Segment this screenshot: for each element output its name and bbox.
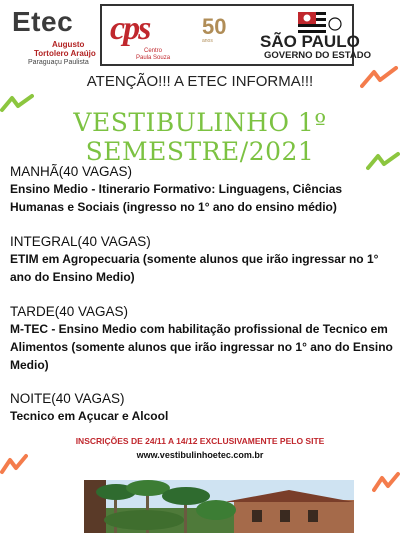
section-vagas: (40 VAGAS) — [58, 164, 133, 179]
section-description: Ensino Medio - Itinerario Formativo: Linguagens, Ciências Humanas e Sociais (ingresso no 1° ano do ensino médio) — [10, 182, 343, 214]
section-vagas: (40 VAGAS) — [54, 304, 129, 319]
cps-anniversary-number: 50 — [202, 14, 227, 39]
cps-logo-mark: cps — [110, 10, 150, 47]
orange-zigzag-decoration-bottom-right — [372, 470, 400, 494]
section-vagas: (40 VAGAS) — [77, 234, 151, 249]
section-description: Tecnico em Açucar e Alcool — [10, 409, 169, 423]
cps-logo-subtitle — [136, 48, 170, 62]
section-description: M-TEC - Ensino Medio com habilitação profissional de Tecnico em Alimentos (somente alunos que irão ingressar no 1° ano do Ensino Medio) — [10, 322, 393, 372]
etec-logo-line2: Tortolero Araújo — [34, 49, 96, 58]
section-period: NOITE — [10, 391, 52, 406]
cps-logo-sub2: Paula Souza — [136, 55, 171, 61]
section-heading — [10, 233, 394, 250]
section-manha — [10, 163, 394, 216]
sp-logo-subtitle: GOVERNO DO ESTADO — [264, 50, 371, 61]
section-period: INTEGRAL — [10, 234, 78, 249]
attention-heading: ATENÇÃO!!! A ETEC INFORMA!!! — [86, 73, 314, 90]
section-heading — [10, 390, 394, 407]
partner-logos-frame — [100, 4, 371, 66]
vestibulinho-title: VESTIBULINHO 1º SEMESTRE/2021 — [73, 108, 327, 166]
section-noite — [10, 390, 394, 425]
etec-logo-line3: Paraguaçu Paulista — [28, 59, 89, 66]
etec-logo-word: Etec — [12, 6, 74, 37]
section-heading — [10, 303, 394, 320]
campus-photo — [84, 480, 354, 533]
cps-logo-sub1: Centro — [144, 48, 163, 54]
section-period: TARDE — [10, 304, 55, 319]
section-vagas: (40 VAGAS) — [51, 391, 125, 406]
sp-logo-title: SÃO PAULO — [260, 32, 360, 51]
etec-logo-line1: Augusto — [52, 40, 85, 49]
section-period: MANHÃ — [10, 164, 59, 179]
cps-anniversary-sub: anos — [202, 38, 213, 44]
section-description: ETIM em Agropecuaria (somente alunos que irão ingressar no 1° ano do Ensino Medio) — [10, 252, 379, 284]
section-tarde — [10, 303, 394, 374]
section-heading — [10, 163, 394, 180]
inscricoes-notice: INSCRIÇÕES DE 24/11 A 14/12 EXCLUSIVAMENTE PELO SITE — [75, 436, 325, 446]
etec-logo — [8, 6, 98, 66]
website-link[interactable]: www.vestibulinhoetec.com.br — [136, 450, 264, 460]
section-integral — [10, 233, 394, 286]
